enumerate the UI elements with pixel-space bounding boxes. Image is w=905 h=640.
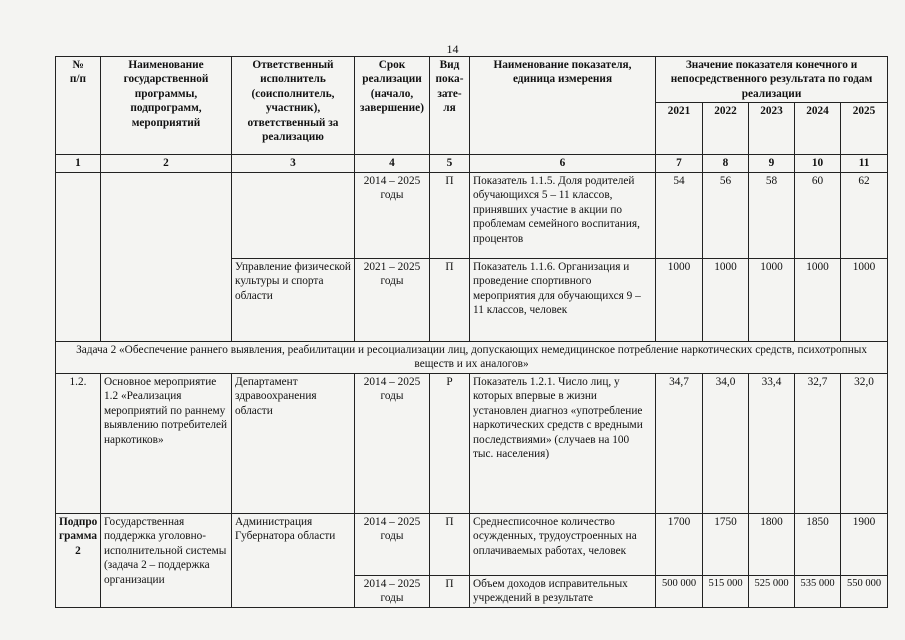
column-number: 8 — [703, 155, 749, 172]
cell-period: 2014 – 2025 годы — [355, 373, 430, 513]
cell-value: 58 — [749, 172, 795, 258]
cell-period: 2014 – 2025 годы — [355, 513, 430, 575]
header-year: 2024 — [795, 103, 841, 155]
cell-value: 1800 — [749, 513, 795, 575]
cell-value: 56 — [703, 172, 749, 258]
cell-num — [56, 172, 101, 341]
column-number: 6 — [470, 155, 656, 172]
cell-program — [101, 172, 232, 341]
cell-executor: Администрация Губернатора области — [232, 513, 355, 607]
cell-indicator: Показатель 1.1.6. Организация и проведение спортивного мероприятия для обучающихся 9 – 11 классов, человек — [470, 258, 656, 341]
cell-period: 2021 – 2025 годы — [355, 258, 430, 341]
header-values-title: Значение показателя конечного и непосредственного результата по годам реализации — [656, 57, 888, 103]
cell-value: 62 — [841, 172, 888, 258]
column-number: 10 — [795, 155, 841, 172]
cell-type: П — [430, 172, 470, 258]
cell-period: 2014 – 2025 годы — [355, 172, 430, 258]
cell-type: П — [430, 575, 470, 607]
indicators-table — [55, 56, 888, 608]
page-number: 14 — [446, 42, 459, 56]
column-number: 11 — [841, 155, 888, 172]
column-number: 5 — [430, 155, 470, 172]
column-number: 9 — [749, 155, 795, 172]
cell-executor — [232, 172, 355, 258]
header-indicator-name: Наименование показателя, единица измерения — [470, 57, 656, 155]
cell-value: 500 000 — [656, 575, 703, 607]
cell-type: П — [430, 258, 470, 341]
header-num: № п/п — [56, 57, 101, 155]
header-year: 2025 — [841, 103, 888, 155]
cell-value: 34,0 — [703, 373, 749, 513]
cell-subprogram-num: Подпро грамма 2 — [56, 513, 101, 607]
header-program: Наименование государственной программы, подпрограмм, мероприятий — [101, 57, 232, 155]
header-executor: Ответственный исполнитель (соисполнитель, участник), ответственный за реализацию — [232, 57, 355, 155]
cell-value: 1850 — [795, 513, 841, 575]
cell-value: 1000 — [795, 258, 841, 341]
cell-value: 32,0 — [841, 373, 888, 513]
task-2-heading: Задача 2 «Обеспечение раннего выявления, реабилитации и ресоциализации лиц, допускающих немедицинское потребление наркотических средств, психотропных веществ и их аналогов» — [56, 341, 888, 373]
cell-indicator: Показатель 1.1.5. Доля родителей обучающихся 5 – 11 классов, принявших участие в акции по проблемам семейного воспитания, процентов — [470, 172, 656, 258]
cell-value: 1000 — [656, 258, 703, 341]
table-row — [56, 513, 888, 575]
column-number: 3 — [232, 155, 355, 172]
cell-value: 54 — [656, 172, 703, 258]
cell-value: 1900 — [841, 513, 888, 575]
cell-value: 550 000 — [841, 575, 888, 607]
cell-indicator: Среднесписочное количество осужденных, трудоустроенных на оплачиваемых работах, человек — [470, 513, 656, 575]
cell-indicator: Показатель 1.2.1. Число лиц, у которых впервые в жизни установлен диагноз «употребление наркотических средств с вредными последствиями» (случаев на 100 тыс. населения) — [470, 373, 656, 513]
header-year: 2023 — [749, 103, 795, 155]
cell-executor: Управление физической культуры и спорта области — [232, 258, 355, 341]
cell-executor: Департамент здравоохранения области — [232, 373, 355, 513]
task-row — [56, 341, 888, 373]
cell-value: 33,4 — [749, 373, 795, 513]
cell-indicator: Объем доходов исправительных учреждений в результате — [470, 575, 656, 607]
cell-value: 1000 — [703, 258, 749, 341]
cell-num: 1.2. — [56, 373, 101, 513]
header-year: 2021 — [656, 103, 703, 155]
column-numbers-row — [56, 155, 888, 172]
column-number: 1 — [56, 155, 101, 172]
cell-type: Р — [430, 373, 470, 513]
cell-value: 525 000 — [749, 575, 795, 607]
cell-value: 1700 — [656, 513, 703, 575]
column-number: 7 — [656, 155, 703, 172]
table-row — [56, 373, 888, 513]
cell-period: 2014 – 2025 годы — [355, 575, 430, 607]
cell-value: 60 — [795, 172, 841, 258]
cell-value: 32,7 — [795, 373, 841, 513]
cell-value: 1000 — [841, 258, 888, 341]
column-number: 2 — [101, 155, 232, 172]
table-row — [56, 172, 888, 258]
cell-value: 1000 — [749, 258, 795, 341]
cell-value: 34,7 — [656, 373, 703, 513]
header-indicator-type: Вид пока-зате-ля — [430, 57, 470, 155]
cell-value: 515 000 — [703, 575, 749, 607]
column-number: 4 — [355, 155, 430, 172]
cell-program: Государственная поддержка уголовно-исполнительной системы (задача 2 – поддержка организации — [101, 513, 232, 607]
header-year: 2022 — [703, 103, 749, 155]
cell-type: П — [430, 513, 470, 575]
header-period: Срок реализации (начало, завершение) — [355, 57, 430, 155]
cell-value: 1750 — [703, 513, 749, 575]
cell-program: Основное мероприятие 1.2 «Реализация мероприятий по раннему выявлению потребителей наркотиков» — [101, 373, 232, 513]
cell-value: 535 000 — [795, 575, 841, 607]
